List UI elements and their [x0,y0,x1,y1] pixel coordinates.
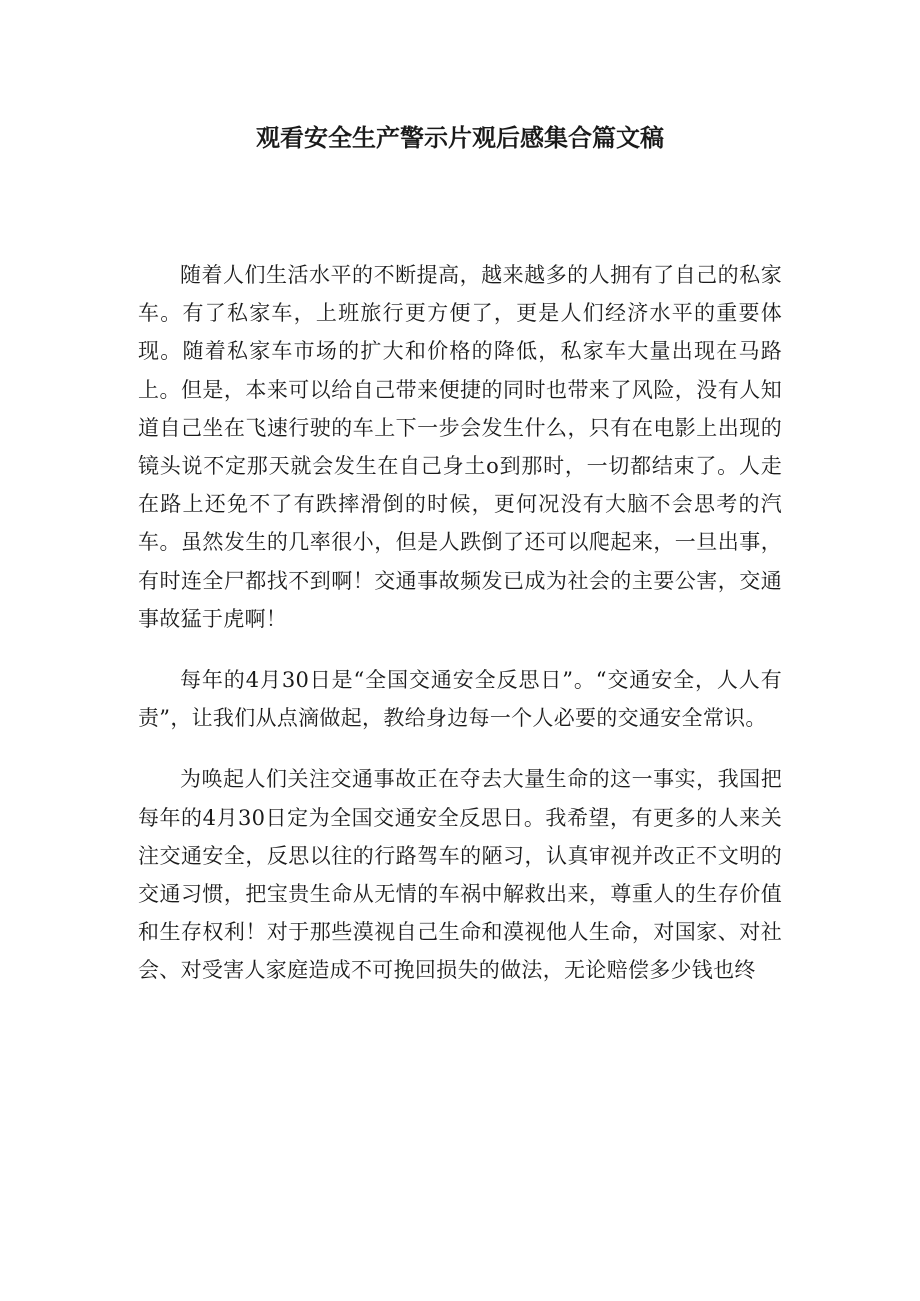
document-title: 观看安全生产警示片观后感集合篇文稿 [256,124,664,152]
document-body [138,256,782,990]
paragraph-3: 为唤起人们关注交通事故正在夺去大量生命的这一事实，我国把每年的4月30日定为全国交通安全反思日。我希望，有更多的人来关注交通安全，反思以往的行路驾车的陋习，认真审视并改正不文明的交通习惯，把宝贵生命从无情的车祸中解救出来，尊重人的生存价值和生存权利！对于那些漠视自己生命和漠视他人生命，对国家、对社会、对受害人家庭造成不可挽回损失的做法，无论赔偿多少钱也终 [138,767,782,983]
paragraph-1: 随着人们生活水平的不断提高，越来越多的人拥有了自己的私家车。有了私家车，上班旅行更方便了，更是人们经济水平的重要体现。随着私家车市场的扩大和价格的降低，私家车大量出现在马路上。但是，本来可以给自己带来便捷的同时也带来了风险，没有人知道自己坐在飞速行驶的车上下一步会发生什么，只有在电影上出现的镜头说不定那天就会发生在自己身土o到那时，一切都结束了。人走在路上还免不了有跌摔滑倒的时候，更何况没有大脑不会思考的汽车。虽然发生的几率很小，但是人跌倒了还可以爬起来，一旦出事，有时连全尸都找不到啊！交通事故频发已成为社会的主要公害，交通事故猛于虎啊！ [138,263,782,631]
paragraph-2: 每年的4月30日是“全国交通安全反思日”。“交通安全，人人有责”，让我们从点滴做起，教给身边每一个人必要的交通安全常识。 [138,668,782,731]
